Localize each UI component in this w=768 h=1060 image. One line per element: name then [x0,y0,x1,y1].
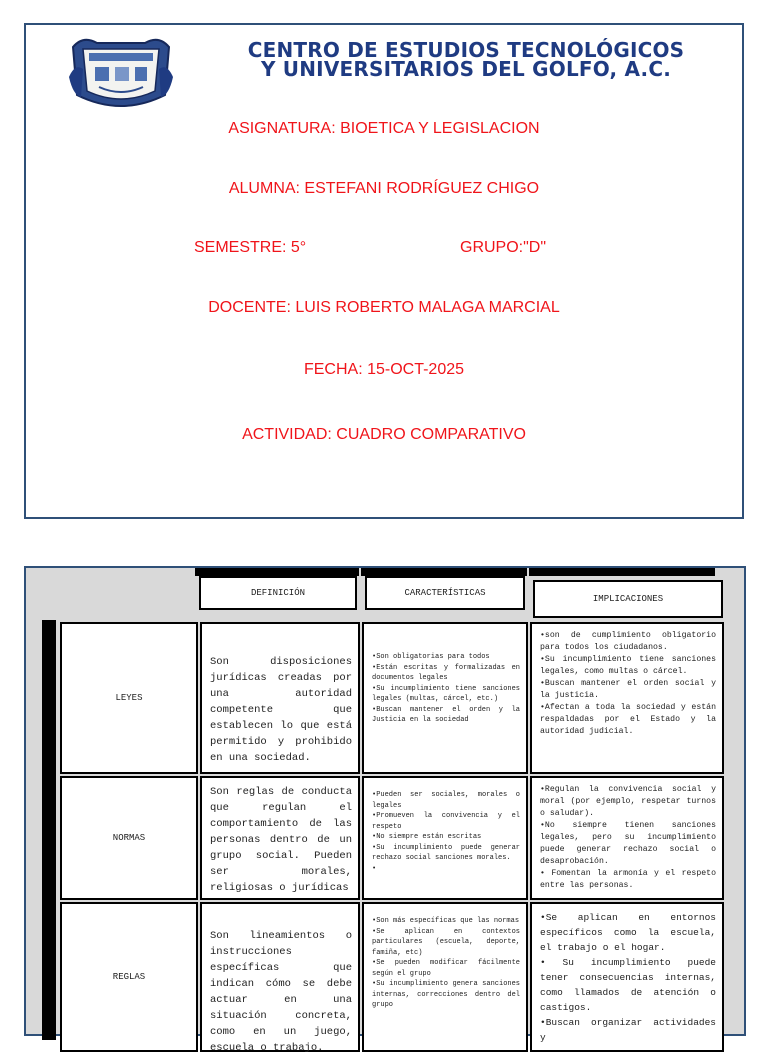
row-label-reglas: REGLAS [60,902,198,1052]
cell-leyes-definicion [200,622,360,774]
leyes-caracteristicas-text: •Son obligatorias para todos •Están escritas y formalizadas en documentos legales •Su incumplimiento tiene sanciones legales (multas, cárcel, etc.) •Buscan mantener el orden y la Justicia en la sociedad [372,653,520,724]
cell-reglas-definicion [200,902,360,1052]
row-label-normas: NORMAS [60,776,198,900]
header-definicion: DEFINICIÓN [199,576,357,610]
cell-leyes-caracteristicas [362,622,528,774]
leyes-definicion-text: Son disposiciones jurídicas creadas por una autoridad competente que establecen lo que está permitido y prohibido en una sociedad. [210,656,352,764]
cell-normas-implicaciones [530,776,724,900]
grupo-label: GRUPO:"D" [460,239,547,256]
cover-page [24,23,744,519]
cell-leyes-implicaciones [530,622,724,774]
comparative-table-page [24,566,746,1054]
cell-reglas-implicaciones [530,902,724,1052]
school-title-line1: CENTRO DE ESTUDIOS TECNOLÓGICOS [247,38,685,62]
normas-caracteristicas-text: •Pueden ser sociales, morales o legales •Promueven la convivencia y el respeto •No siempre están escritas •Su incumplimiento puede generar rechazo social sanciones morales. • [372,791,520,873]
leyes-implicaciones-text: •son de cumplimiento obligatorio para todos los ciudadanos. •Su incumplimiento tiene sanciones legales, como multas o cárcel. •Buscan mantener el orden social y la justicia. •Afectan a toda la sociedad y están respaldadas por el Estado y la autoridad judicial. [540,631,716,736]
row-label-leyes: LEYES [60,622,198,774]
header-shadow [361,568,527,576]
left-shadow-bar [42,620,56,1040]
asignatura-label: ASIGNATURA: BIOETICA Y LEGISLACION [228,120,540,137]
header-caracteristicas: CARACTERÍSTICAS [365,576,525,610]
school-logo-icon [69,33,173,113]
header-shadow [529,568,715,576]
normas-definicion-text: Son reglas de conducta que regulan el comportamiento de las personas dentro de un grupo social. Pueden ser morales, religiosas o jurídicas [210,786,352,894]
header-implicaciones: IMPLICACIONES [533,580,723,618]
school-title-line2: Y UNIVERSITARIOS DEL GOLFO, A.C. [260,57,672,81]
fecha-label: FECHA: 15-OCT-2025 [303,361,465,378]
reglas-implicaciones-text: •Se aplican en entornos específicos como la escuela, el trabajo o el hogar. • Su incumplimiento puede tener consecuencias internas, como llamados de atención o castigos. •Buscan organizar actividades y [540,912,716,1043]
school-title [221,38,711,81]
semestre-grupo-row [26,238,742,258]
header-shadow [195,568,359,576]
reglas-caracteristicas-text: •Son más específicas que las normas •Se aplican en contextos particulares (escuela, deporte, famiña, etc) •Se pueden modificar fácilmente según el grupo •Su incumplimiento genera sanciones internas, correcciones dentro del grupo [372,917,520,1009]
alumna-label: ALUMNA: ESTEFANI RODRÍGUEZ CHIGO [228,180,540,197]
cell-reglas-caracteristicas [362,902,528,1052]
reglas-definicion-text: Son lineamientos o instrucciones específicas que indican cómo se debe actuar en una situación concreta, como en un juego, escuela o trabajo. [210,930,352,1054]
docente-label: DOCENTE: LUIS ROBERTO MALAGA MARCIAL [208,299,560,316]
semestre-label: SEMESTRE: 5° [194,239,307,256]
cell-normas-caracteristicas [362,776,528,900]
normas-implicaciones-text: •Regulan la convivencia social y moral (por ejemplo, respetar turnos o saludar). •No siempre tienen sanciones legales, pero su incumplimiento puede generar rechazo social o desaprobación. • Fomentan la armonía y el respeto entre las personas. [540,785,716,890]
cell-normas-definicion [200,776,360,900]
actividad-label: ACTIVIDAD: CUADRO COMPARATIVO [242,426,526,443]
